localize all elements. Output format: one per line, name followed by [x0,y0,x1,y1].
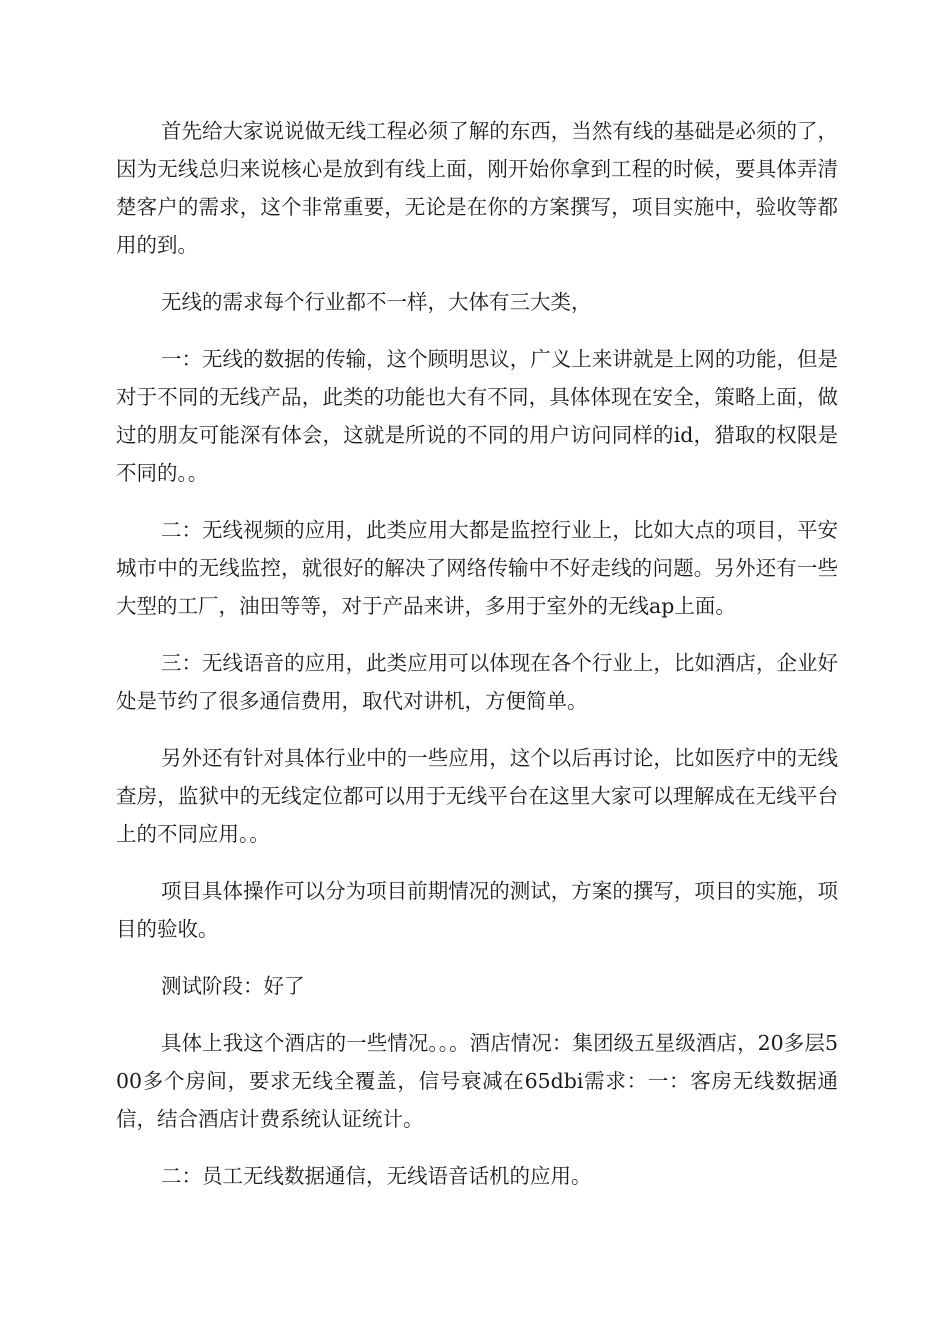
paragraph-data-transmission: 一：无线的数据的传输，这个顾明思议，广义上来讲就是上网的功能，但是对于不同的无线产品，此类的功能也大有不同，具体体现在安全，策略上面，做过的朋友可能深有体会，这就是所说的不同的用户访问同样的id，猎取的权限是不同的。。 [116,347,838,485]
paragraph-testing-phase: 测试阶段：好了 [161,974,305,998]
paragraph-hotel-situation: 具体上我这个酒店的一些情况。。。酒店情况：集团级五星级酒店，20多层500多个房间，要求无线全覆盖，信号衰减在65dbi需求：一：客房无线数据通信，结合酒店计费系统认证统计。 [116,1031,838,1131]
paragraph-intro: 首先给大家说说做无线工程必须了解的东西，当然有线的基础是必须的了，因为无线总归来说核心是放到有线上面，刚开始你拿到工程的时候，要具体弄清楚客户的需求，这个非常重要，无论是在你的方案撰写，项目实施中，验收等都用的到。 [116,119,838,257]
paragraph-project-phases: 项目具体操作可以分为项目前期情况的测试，方案的撰写，项目的实施，项目的验收。 [116,879,838,941]
paragraph-video-application: 二：无线视频的应用，此类应用大都是监控行业上，比如大点的项目，平安城市中的无线监控，就很好的解决了网络传输中不好走线的问题。另外还有一些大型的工厂，油田等等，对于产品来讲，多用于室外的无线ap上面。 [116,518,838,618]
paragraph-industry-applications: 另外还有针对具体行业中的一些应用，这个以后再讨论，比如医疗中的无线查房，监狱中的无线定位都可以用于无线平台在这里大家可以理解成在无线平台上的不同应用。。 [116,746,838,846]
paragraph-requirements: 无线的需求每个行业都不一样，大体有三大类， [161,290,592,314]
document-body [116,112,838,1214]
paragraph-staff-communication: 二：员工无线数据通信，无线语音话机的应用。 [161,1164,592,1188]
paragraph-voice-application: 三：无线语音的应用，此类应用可以体现在各个行业上，比如酒店，企业好处是节约了很多通信费用，取代对讲机，方便简单。 [116,651,838,713]
